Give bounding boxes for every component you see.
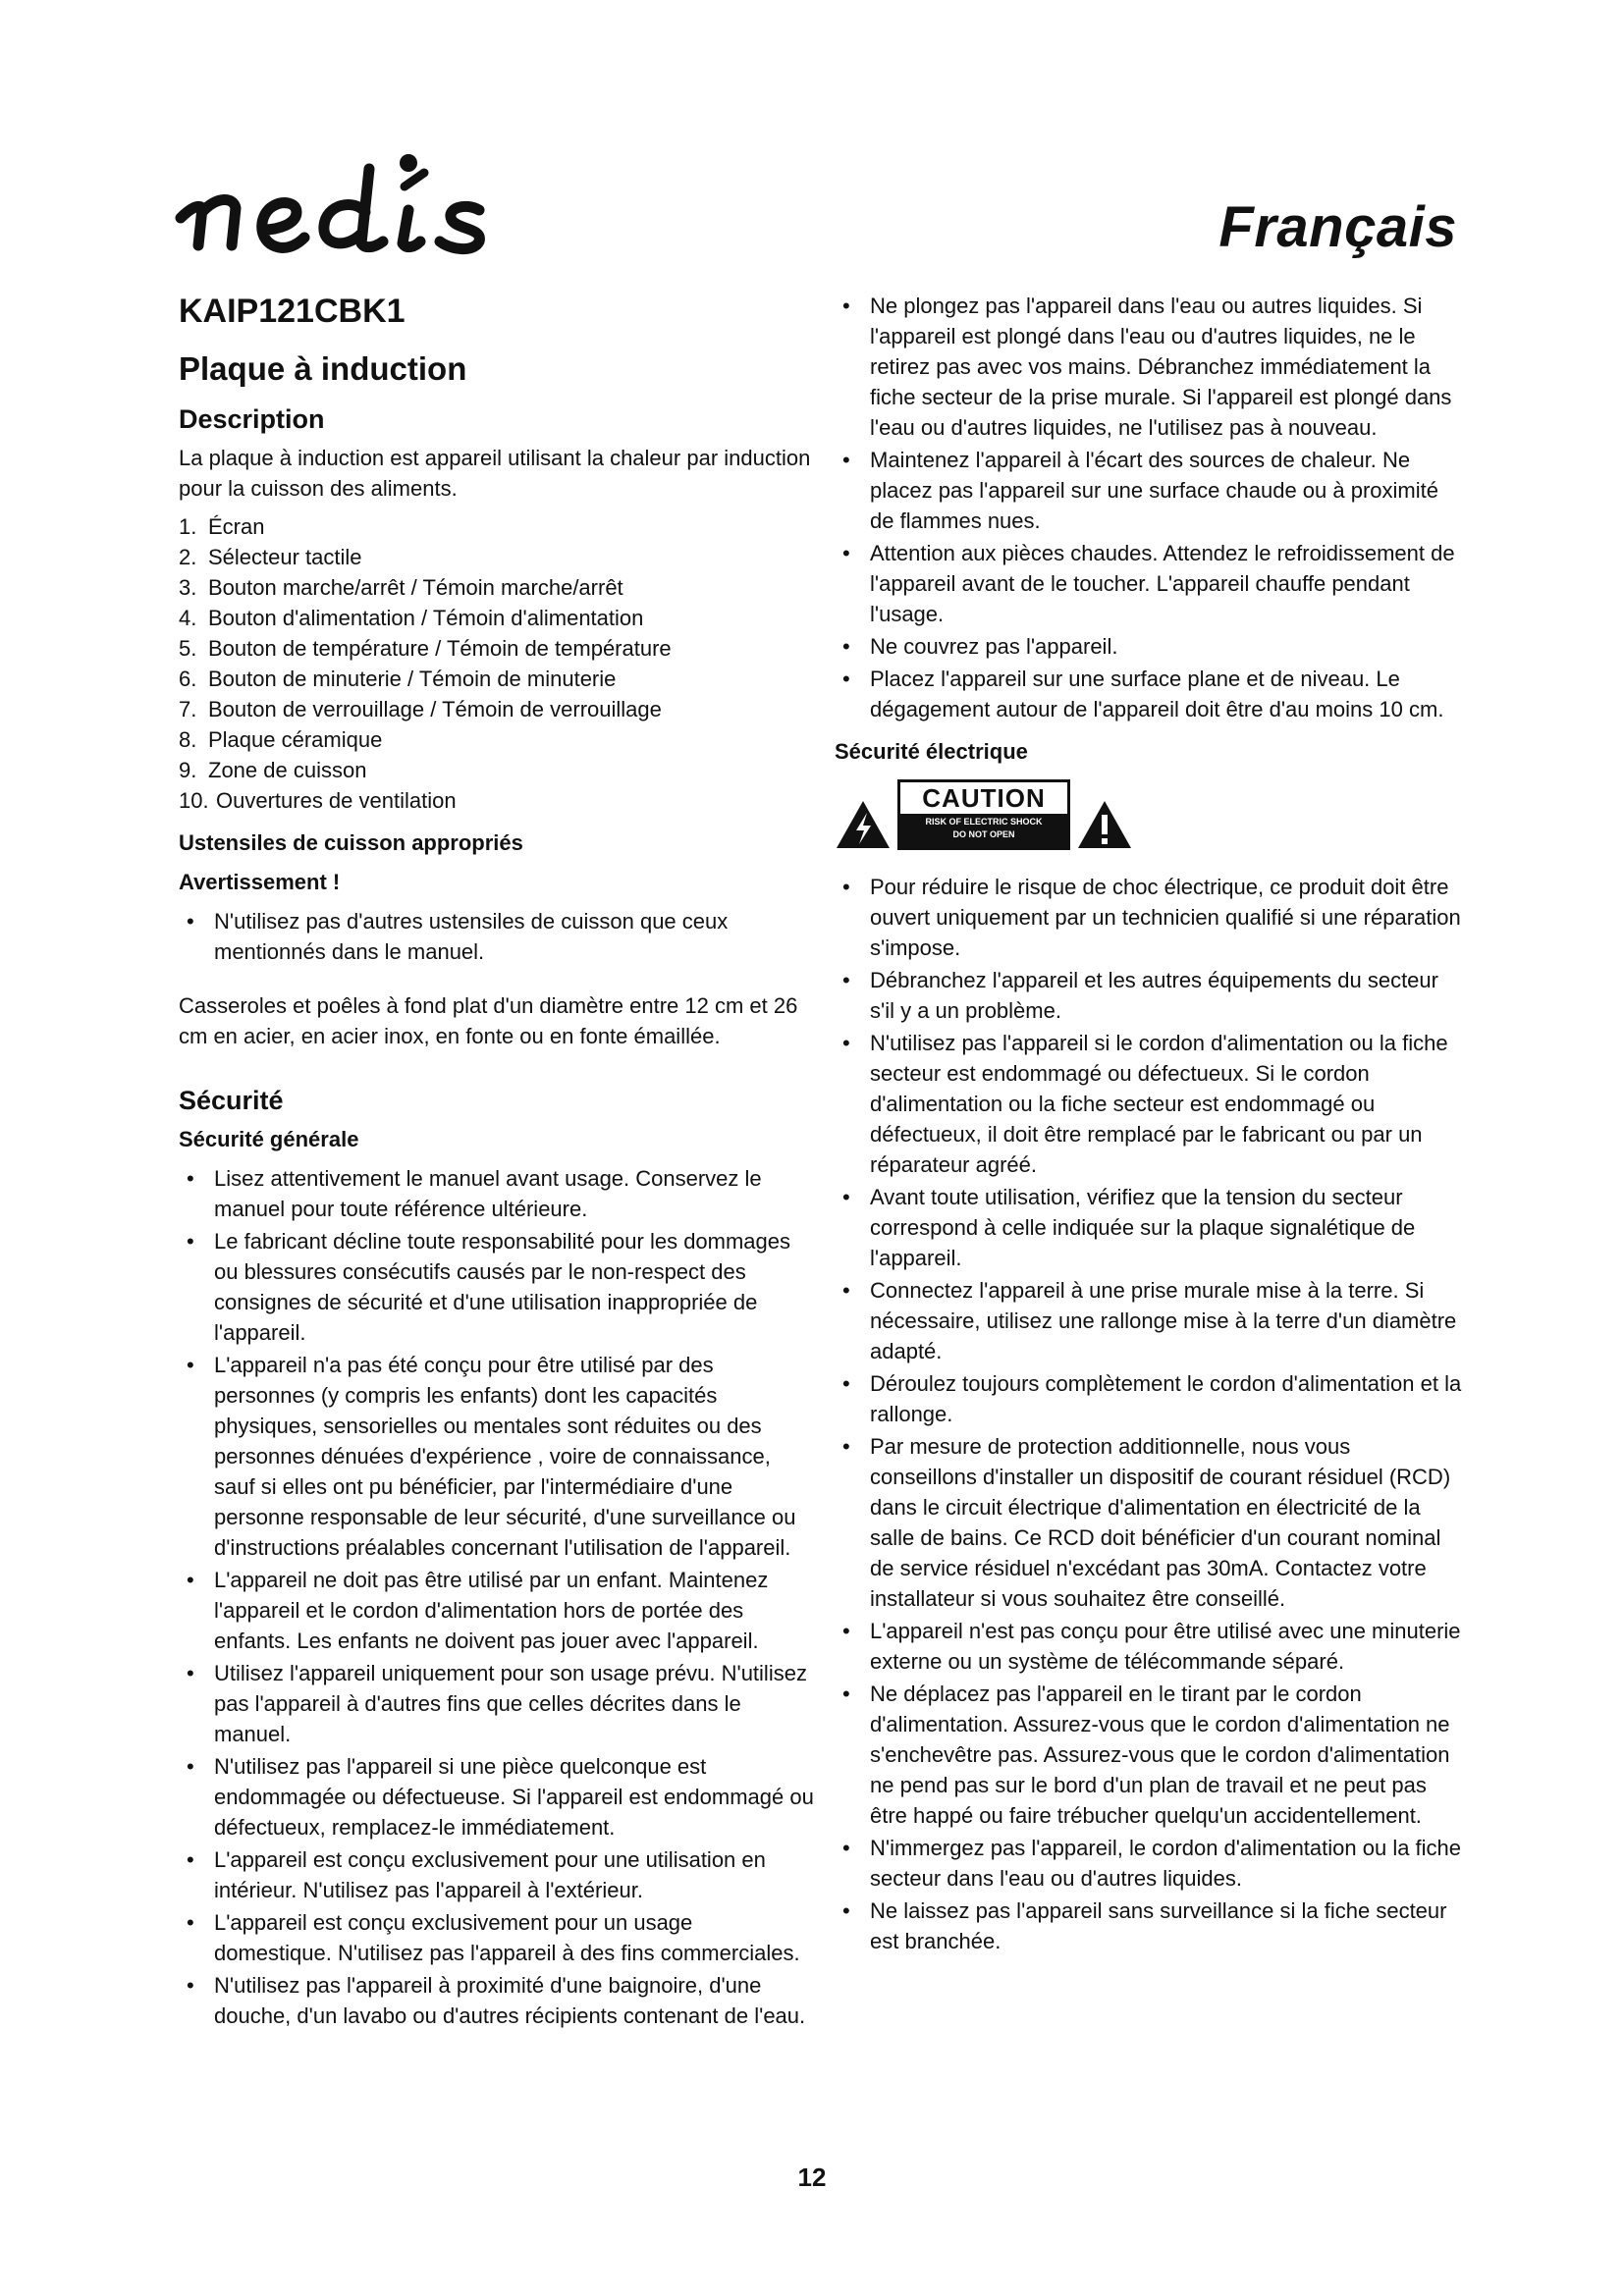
list-item: • Le fabricant décline toute responsabilité pour les dommages ou blessures consécutifs causés par le non-respect des consignes de sécurité et d'une utilisation inappropriée de l'appareil. xyxy=(179,1226,815,1348)
list-item: 6. Bouton de minuterie / Témoin de minuterie xyxy=(179,667,617,691)
list-item: • N'utilisez pas l'appareil si une pièce quelconque est endommagée ou défectueuse. Si l'appareil est endommagé ou défectueux, remplacez-le immédiatement. xyxy=(179,1751,815,1842)
page-number: 12 xyxy=(797,2163,827,2192)
list-item: • N'immergez pas l'appareil, le cordon d'alimentation ou la fiche secteur dans l'eau ou d'autres liquides. xyxy=(835,1833,1463,1894)
list-item: • L'appareil n'est pas conçu pour être utilisé avec une minuterie externe ou un système de télécommande séparé. xyxy=(835,1616,1463,1677)
warning-heading: Avertissement ! xyxy=(179,870,341,894)
list-item: • Ne laissez pas l'appareil sans surveillance si la fiche secteur est branchée. xyxy=(835,1896,1463,1956)
list-item: • Par mesure de protection additionnelle, nous vous conseillons d'installer un dispositif de courant résiduel (RCD) dans le circuit électrique d'alimentation en électricité de la salle de bains. Ce RCD doit bénéficier d'un courant nominal de service résiduel n'excédant pas 30mA. Contactez votre installateur si vous souhaitez être conseillé. xyxy=(835,1431,1463,1614)
safety-heading: Sécurité xyxy=(179,1086,284,1115)
list-item: • L'appareil est conçu exclusivement pour une utilisation en intérieur. N'utilisez pas l'appareil à l'extérieur. xyxy=(179,1844,815,1905)
list-item: • Débranchez l'appareil et les autres équipements du secteur s'il y a un problème. xyxy=(835,965,1463,1026)
list-item: • N'utilisez pas l'appareil à proximité d'une baignoire, d'une douche, d'un lavabo ou d'autres récipients contenant de l'eau. xyxy=(179,1970,815,2031)
list-item: • L'appareil ne doit pas être utilisé par un enfant. Maintenez l'appareil et le cordon d'alimentation hors de portée des enfants. Les enfants ne doivent pas jouer avec l'appareil. xyxy=(179,1565,815,1656)
caution-label xyxy=(897,779,1070,850)
list-item: 7. Bouton de verrouillage / Témoin de verrouillage xyxy=(179,697,662,721)
list-item: • Avant toute utilisation, vérifiez que la tension du secteur correspond à celle indiquée sur la plaque signalétique de l'appareil. xyxy=(835,1182,1463,1273)
nedis-logo xyxy=(173,147,634,265)
list-item: 10. Ouvertures de ventilation xyxy=(179,788,457,813)
list-item: • Déroulez toujours complètement le cordon d'alimentation et la rallonge. xyxy=(835,1368,1463,1429)
left-column xyxy=(179,290,815,2033)
exclamation-warning-icon xyxy=(1076,799,1133,850)
list-item: • L'appareil n'a pas été conçu pour être utilisé par des personnes (y compris les enfants) dont les capacités physiques, sensorielles ou mentales sont réduites ou des personnes dénuées d'expérience , voire de connaissance, sauf si elles ont pu bénéficier, par l'intermédiaire d'une personne responsable de leur sécurité, d'une surveillance ou d'instructions préalables concernant l'utilisation de l'appareil. xyxy=(179,1350,815,1563)
language-heading: Français xyxy=(1218,195,1457,259)
electric-shock-warning-icon xyxy=(835,799,892,850)
list-item: • Lisez attentivement le manuel avant usage. Conservez le manuel pour toute référence ultérieure. xyxy=(179,1163,815,1224)
list-item: • N'utilisez pas d'autres ustensiles de cuisson que ceux mentionnés dans le manuel. xyxy=(179,906,815,967)
list-item: 8. Plaque céramique xyxy=(179,727,383,752)
list-item: • Placez l'appareil sur une surface plane et de niveau. Le dégagement autour de l'appareil doit être d'au moins 10 cm. xyxy=(835,664,1463,724)
warning-list xyxy=(179,906,815,967)
general-safety-list-continued xyxy=(835,291,1463,724)
list-item: • Pour réduire le risque de choc électrique, ce produit doit être ouvert uniquement par un technicien qualifié si une réparation s'impose. xyxy=(835,872,1463,963)
list-item: • Maintenez l'appareil à l'écart des sources de chaleur. Ne placez pas l'appareil sur une surface chaude ou à proximité de flammes nues. xyxy=(835,445,1463,536)
list-item: • Connectez l'appareil à une prise murale mise à la terre. Si nécessaire, utilisez une rallonge mise à la terre d'un diamètre adapté. xyxy=(835,1275,1463,1366)
right-column xyxy=(835,291,1463,1958)
list-item: • Ne couvrez pas l'appareil. xyxy=(835,631,1463,662)
list-item: • L'appareil est conçu exclusivement pour un usage domestique. N'utilisez pas l'appareil à des fins commerciales. xyxy=(179,1907,815,1968)
list-item: • Ne plongez pas l'appareil dans l'eau ou autres liquides. Si l'appareil est plongé dans l'eau ou d'autres liquides, ne le retirez pas avec vos mains. Débranchez immédiatement la fiche secteur de la prise murale. Si l'appareil est plongé dans l'eau ou d'autres liquides, ne l'utilisez pas à nouveau. xyxy=(835,291,1463,443)
list-item: 2. Sélecteur tactile xyxy=(179,545,362,569)
list-item: • Utilisez l'appareil uniquement pour son usage prévu. N'utilisez pas l'appareil à d'autres fins que celles décrites dans le manuel. xyxy=(179,1658,815,1749)
caution-label-group xyxy=(835,779,1463,850)
list-item: 3. Bouton marche/arrêt / Témoin marche/arrêt xyxy=(179,575,623,600)
electrical-safety-heading: Sécurité électrique xyxy=(835,739,1028,764)
parts-list xyxy=(179,511,815,816)
list-item: • Ne déplacez pas l'appareil en le tirant par le cordon d'alimentation. Assurez-vous que le cordon d'alimentation ne s'enchevêtre pas. Assurez-vous que le cordon d'alimentation ne pend pas sur le bord d'un plan de travail et ne peut pas être happé ou faire trébucher quelqu'un accidentellement. xyxy=(835,1679,1463,1831)
general-safety-heading: Sécurité générale xyxy=(179,1127,359,1151)
list-item: • Attention aux pièces chaudes. Attendez le refroidissement de l'appareil avant de le toucher. L'appareil chauffe pendant l'usage. xyxy=(835,538,1463,629)
utensils-text: Casseroles et poêles à fond plat d'un diamètre entre 12 cm et 26 cm en acier, en acier inox, en fonte ou en fonte émaillée. xyxy=(179,993,798,1048)
list-item: • N'utilisez pas l'appareil si le cordon d'alimentation ou la fiche secteur est endommagé ou défectueux. Si le cordon d'alimentation ou la fiche secteur est endommagé ou défectueux, il doit être remplacé par le fabricant ou par un réparateur agréé. xyxy=(835,1028,1463,1180)
utensils-heading: Ustensiles de cuisson appropriés xyxy=(179,830,523,855)
description-heading: Description xyxy=(179,404,325,434)
list-item: 1. Écran xyxy=(179,514,265,539)
list-item: 4. Bouton d'alimentation / Témoin d'alimentation xyxy=(179,606,644,630)
model-number: KAIP121CBK1 xyxy=(179,293,406,330)
list-item: 5. Bouton de température / Témoin de température xyxy=(179,636,672,661)
general-safety-list xyxy=(179,1163,815,2031)
electrical-safety-list xyxy=(835,872,1463,1956)
product-title: Plaque à induction xyxy=(179,350,467,387)
caution-subtext: RISK OF ELECTRIC SHOCK DO NOT OPEN xyxy=(900,814,1067,847)
description-intro: La plaque à induction est appareil utilisant la chaleur par induction pour la cuisson des aliments. xyxy=(179,446,811,501)
caution-title: CAUTION xyxy=(922,783,1046,813)
list-item: 9. Zone de cuisson xyxy=(179,758,367,782)
